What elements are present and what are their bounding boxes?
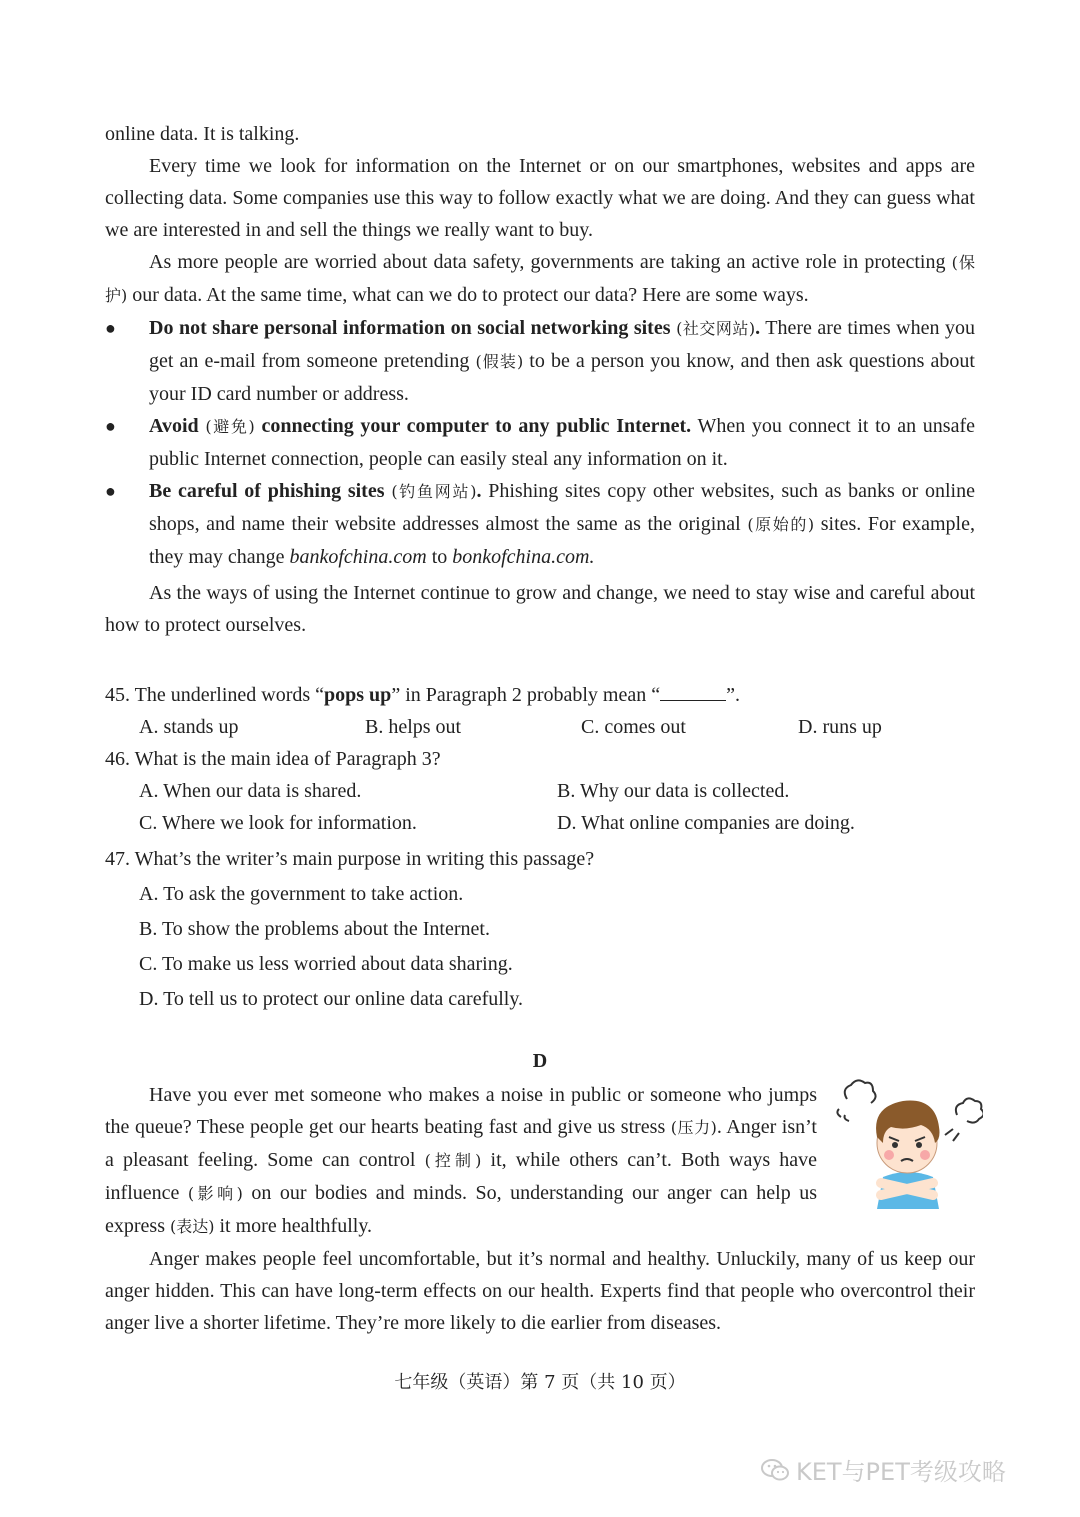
q46-option-b: B. Why our data is collected.	[557, 780, 790, 802]
kid-crossed-arms	[881, 1183, 933, 1195]
q45-keyword: pops up	[324, 684, 392, 706]
steam-cloud-right-icon	[956, 1098, 983, 1122]
bullet-1-body-a: There are times when you get an e-mail from someone pretending	[149, 317, 976, 372]
kid-eye-right	[916, 1142, 922, 1148]
q46-option-c: C. Where we look for information.	[139, 812, 417, 834]
watermark-text: KET与PET考级攻略	[796, 1458, 1006, 1486]
wechat-icon	[760, 1457, 790, 1483]
question-47: 47. What’s the writer’s main purpose in writing this passage?	[105, 848, 595, 870]
steam-cloud-left-icon	[845, 1080, 876, 1103]
bullet-2-body: When you connect it to an unsafe public Internet connection, people can easily steal any information on it.	[149, 415, 975, 470]
passage-d-first-block	[105, 1079, 975, 1243]
q47-option-c: C. To make us less worried about data sharing.	[139, 953, 513, 975]
q45-text-end: ”.	[726, 684, 740, 706]
section-d-heading: D	[532, 1050, 548, 1072]
q45-option-c: C. comes out	[581, 716, 686, 738]
exam-page	[105, 118, 975, 1339]
pd-gloss-influence: (影响)	[187, 1184, 243, 1203]
passage-c-paragraph-1-tail: online data. It is talking.	[105, 123, 300, 145]
bullet-dot-icon: ●	[105, 481, 116, 501]
bullet-3-to: to	[426, 546, 453, 568]
bullet-item-1	[105, 312, 975, 410]
pd-text-a: Have you ever met someone who makes a noise in public or someone who jumps the queue? These people get our hearts beating fast and give us stress	[105, 1084, 817, 1138]
p3-chinese-gloss: (保护)	[105, 253, 975, 305]
q47-option-b: B. To show the problems about the Internet.	[139, 918, 490, 940]
bullet-3-site-2: bonkofchina.com.	[452, 546, 595, 568]
bullet-dot-icon: ●	[105, 318, 116, 338]
bullet-3-body-b: sites. For example, they may change	[149, 513, 975, 568]
passage-d-paragraph-1	[105, 1079, 817, 1243]
kid-cheek-right	[920, 1150, 930, 1160]
q45-options	[105, 711, 975, 743]
q45-answer-blank	[660, 682, 726, 701]
q45-text-a: 45. The underlined words “	[105, 684, 325, 706]
bullet-3-text	[149, 475, 975, 573]
question-46: 46. What is the main idea of Paragraph 3?	[105, 748, 441, 770]
passage-c-paragraph-2: Every time we look for information on the Internet or on our smartphones, websites and apps are collecting data. Some companies use this way to follow exactly what we are doing. And they can guess what we are interested in and sell the things we really want to buy.	[105, 155, 975, 241]
bullet-3-gloss-2: (原始的)	[747, 515, 815, 534]
q45-option-b: B. helps out	[365, 716, 462, 738]
bullet-2-gloss: (避免)	[198, 417, 262, 436]
q46-option-a: A. When our data is shared.	[139, 780, 362, 802]
p3-text-b: our data. At the same time, what can we do to protect our data? Here are some ways.	[127, 284, 809, 306]
q47-option-d: D. To tell us to protect our online data carefully.	[139, 988, 524, 1010]
pd-text-c: it, while others can’t. Both ways have influence	[105, 1149, 817, 1204]
q45-option-d: D. runs up	[798, 716, 882, 738]
bullet-2-heading-b: connecting your computer to any public Internet.	[261, 415, 692, 437]
steam-swirl-icon	[837, 1109, 849, 1121]
anger-lines-icon	[945, 1129, 959, 1141]
bullet-3-body-a: Phishing sites copy other websites, such as banks or online shops, and name their website addresses almost the same as the original	[149, 480, 975, 535]
bullet-1-body-b: to be a person you know, and then ask questions about your ID card number or address.	[149, 350, 975, 405]
bullet-3-site-1: bankofchina.com	[289, 546, 427, 568]
q47-option-a: A. To ask the government to take action.	[139, 883, 464, 905]
bullet-2-text	[149, 410, 975, 475]
bullet-1-dot: .	[755, 317, 761, 339]
passage-d-paragraph-2: Anger makes people feel uncomfortable, but it’s normal and healthy. Unluckily, many of us keep our anger hidden. This can have long-term effects on our health. Experts find that people who overcontrol their anger live a shorter lifetime. They’re more likely to die earlier from diseases.	[105, 1248, 975, 1334]
kid-eye-left	[892, 1142, 898, 1148]
bullet-1-text	[149, 312, 975, 410]
q45-option-a: A. stands up	[139, 716, 239, 738]
bullet-item-2	[105, 410, 975, 475]
bullet-2-heading-a: Avoid	[149, 415, 199, 437]
bullet-3-dot: .	[476, 480, 482, 502]
bullet-1-gloss: (社交网站)	[670, 319, 756, 338]
bullet-item-3	[105, 475, 975, 573]
pd-text-b: . Anger isn’t a pleasant feeling. Some can control	[105, 1116, 817, 1171]
q45-text-b: ” in Paragraph 2 probably mean “	[391, 684, 661, 706]
bullet-1-heading: Do not share personal information on social networking sites	[149, 317, 671, 339]
pd-gloss-control: (控制)	[424, 1151, 482, 1170]
watermark	[760, 1452, 1006, 1487]
angry-kid-illustration	[833, 1079, 983, 1209]
p3-text-a: As more people are worried about data safety, governments are taking an active role in protecting	[149, 251, 952, 273]
kid-cheek-left	[884, 1150, 894, 1160]
passage-c-paragraph-4: As the ways of using the Internet continue to grow and change, we need to stay wise and careful about how to protect ourselves.	[105, 582, 975, 636]
q46-option-d: D. What online companies are doing.	[557, 812, 855, 834]
pd-gloss-stress: (压力)	[670, 1118, 717, 1137]
q46-options-row-1	[105, 775, 975, 807]
question-45	[105, 679, 975, 711]
bullet-3-gloss: (钓鱼网站)	[384, 482, 477, 501]
bullet-dot-icon: ●	[105, 416, 116, 436]
pd-text-e: it more healthfully.	[214, 1215, 373, 1237]
pd-gloss-express: (表达)	[169, 1217, 215, 1236]
passage-c-paragraph-3	[105, 246, 975, 312]
bullet-3-heading: Be careful of phishing sites	[149, 480, 385, 502]
page-footer: 七年级（英语）第 7 页（共 10 页）	[394, 1372, 686, 1393]
pd-text-d: on our bodies and minds. So, understanding our anger can help us express	[105, 1182, 817, 1237]
q46-options-row-2	[105, 807, 975, 839]
bullet-1-gloss-2: (假装)	[475, 352, 524, 371]
